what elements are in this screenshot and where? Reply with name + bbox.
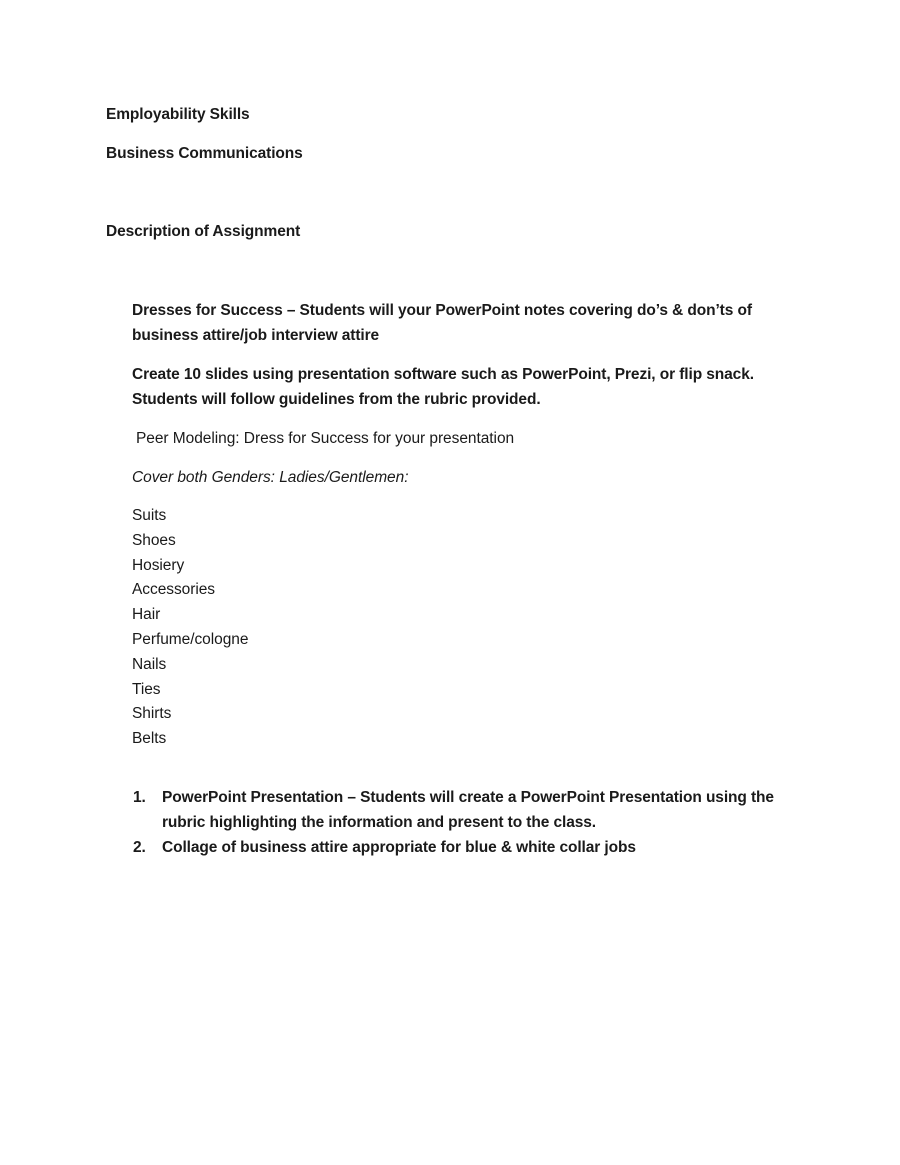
assignment-requirements-paragraph: Create 10 slides using presentation software such as PowerPoint, Prezi, or flip snack. Students will follow guidelines from the rubric provided.: [132, 366, 754, 408]
list-item: Shirts: [132, 705, 172, 723]
list-item: Shoes: [132, 531, 176, 549]
attire-topics-list: [132, 504, 806, 752]
list-item: Hair: [132, 606, 161, 624]
cover-both-genders-line: Cover both Genders: Ladies/Gentlemen:: [132, 469, 409, 486]
assignment-overview-paragraph: Dresses for Success – Students will your PowerPoint notes covering do’s & don’ts of business attire/job interview attire: [132, 302, 752, 344]
assignment-content: [132, 298, 806, 860]
course-title: Employability Skills: [106, 106, 250, 123]
list-item: Perfume/cologne: [132, 630, 249, 648]
list-item-number: 2.: [133, 838, 146, 856]
list-item-text: Collage of business attire appropriate for blue & white collar jobs: [162, 838, 636, 856]
list-item: Accessories: [132, 581, 216, 599]
deliverables-list: [133, 785, 806, 860]
peer-modeling-line: Peer Modeling: Dress for Success for your presentation: [136, 430, 515, 447]
list-item: [133, 785, 806, 835]
list-item: Belts: [132, 730, 167, 748]
list-item-text: PowerPoint Presentation – Students will create a PowerPoint Presentation using the rubric highlighting the information and present to the class.: [162, 788, 774, 831]
list-item: Nails: [132, 655, 167, 673]
list-item: Suits: [132, 507, 167, 524]
list-item-number: 1.: [133, 788, 146, 806]
list-item: Ties: [132, 680, 161, 698]
list-item: [133, 835, 806, 860]
list-item: Hosiery: [132, 556, 185, 574]
document-body: [106, 105, 806, 860]
subject-title: Business Communications: [106, 145, 303, 162]
section-heading-description: Description of Assignment: [106, 223, 301, 240]
